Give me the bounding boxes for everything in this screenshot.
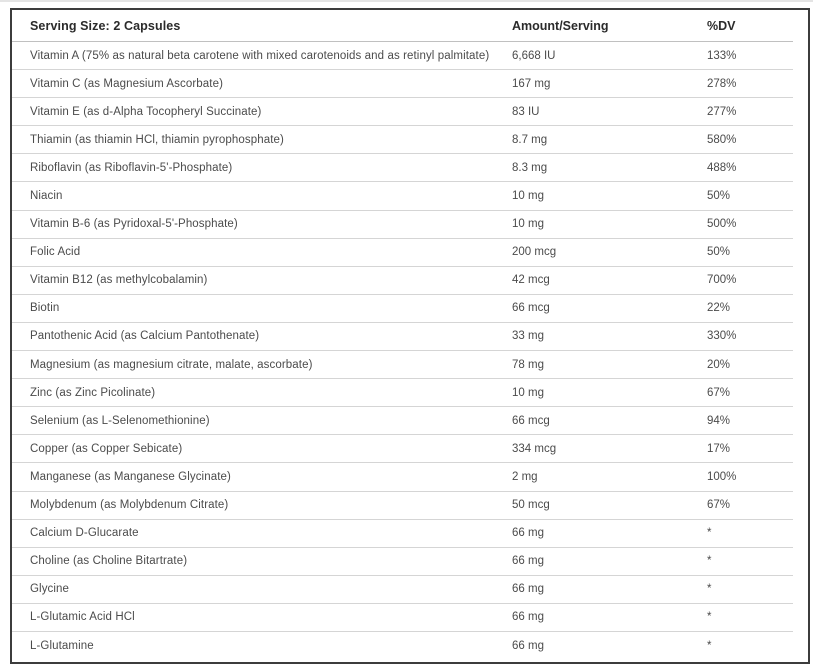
ingredient-name: Vitamin B12 (as methylcobalamin): [30, 274, 208, 287]
ingredient-name: Selenium (as L-Selenomethionine): [30, 414, 210, 427]
table-row: [12, 379, 808, 407]
ingredient-name: Choline (as Choline Bitartrate): [30, 555, 188, 568]
ingredient-name: Zinc (as Zinc Picolinate): [30, 386, 156, 399]
dv-value: 67%: [707, 386, 731, 399]
amount-value: 78 mg: [512, 358, 544, 371]
ingredient-name: Biotin: [30, 302, 60, 315]
table-row: [12, 126, 808, 154]
dv-value: 17%: [707, 442, 731, 455]
amount-value: 66 mcg: [512, 414, 550, 427]
table-row: [12, 70, 808, 98]
dv-value: 278%: [707, 77, 737, 90]
dv-value: 100%: [707, 470, 737, 483]
amount-value: 10 mg: [512, 386, 544, 399]
ingredient-name: L-Glutamine: [30, 639, 94, 652]
ingredient-name: Copper (as Copper Sebicate): [30, 442, 183, 455]
table-row: [12, 323, 808, 351]
ingredient-name: Niacin: [30, 190, 63, 203]
table-row: [12, 42, 808, 70]
amount-value: 167 mg: [512, 77, 551, 90]
dv-value: *: [707, 611, 712, 624]
dv-value: 500%: [707, 218, 737, 231]
dv-value: 50%: [707, 246, 731, 259]
table-row: [12, 492, 808, 520]
dv-value: 700%: [707, 274, 737, 287]
dv-value: 330%: [707, 330, 737, 343]
amount-value: 6,668 IU: [512, 49, 556, 62]
table-row: [12, 435, 808, 463]
table-row: [12, 154, 808, 182]
ingredient-name: Vitamin C (as Magnesium Ascorbate): [30, 77, 224, 90]
ingredient-name: Molybdenum (as Molybdenum Citrate): [30, 499, 229, 512]
amount-value: 10 mg: [512, 190, 544, 203]
table-row: [12, 267, 808, 295]
ingredient-name: Vitamin E (as d-Alpha Tocopheryl Succinate): [30, 105, 262, 118]
dv-value: 133%: [707, 49, 737, 62]
table-body: [12, 42, 808, 659]
amount-serving-header: Amount/Serving: [512, 18, 609, 33]
dv-value: 488%: [707, 161, 737, 174]
table-row: [12, 211, 808, 239]
dv-value: *: [707, 639, 712, 652]
table-row: [12, 351, 808, 379]
dv-value: 50%: [707, 190, 731, 203]
amount-value: 83 IU: [512, 105, 540, 118]
table-row: [12, 239, 808, 267]
ingredient-name: Thiamin (as thiamin HCl, thiamin pyrophosphate): [30, 133, 284, 146]
ingredient-name: Vitamin A (75% as natural beta carotene with mixed carotenoids and as retinyl palmitate): [30, 49, 490, 62]
ingredient-name: Vitamin B-6 (as Pyridoxal-5'-Phosphate): [30, 218, 238, 231]
amount-value: 66 mg: [512, 527, 544, 540]
amount-value: 8.3 mg: [512, 161, 548, 174]
amount-value: 66 mcg: [512, 302, 550, 315]
dv-value: 22%: [707, 302, 731, 315]
ingredient-name: Folic Acid: [30, 246, 81, 259]
table-row: [12, 295, 808, 323]
amount-value: 200 mcg: [512, 246, 557, 259]
amount-value: 66 mg: [512, 555, 544, 568]
ingredient-name: Calcium D-Glucarate: [30, 527, 139, 540]
amount-value: 2 mg: [512, 470, 538, 483]
dv-value: 277%: [707, 105, 737, 118]
amount-value: 66 mg: [512, 611, 544, 624]
table-row: [12, 576, 808, 604]
table-header-row: [12, 10, 808, 42]
dv-value: 94%: [707, 414, 731, 427]
ingredient-name: Manganese (as Manganese Glycinate): [30, 470, 231, 483]
dv-value: 20%: [707, 358, 731, 371]
amount-value: 42 mcg: [512, 274, 550, 287]
amount-value: 50 mcg: [512, 499, 550, 512]
dv-header: %DV: [707, 18, 736, 33]
amount-value: 10 mg: [512, 218, 544, 231]
table-row: [12, 182, 808, 210]
table-row: [12, 632, 808, 659]
ingredient-name: L-Glutamic Acid HCl: [30, 611, 135, 624]
dv-value: *: [707, 527, 712, 540]
ingredient-name: Pantothenic Acid (as Calcium Pantothenate): [30, 330, 260, 343]
page-top-strip: [0, 0, 813, 2]
table-row: [12, 548, 808, 576]
dv-value: 580%: [707, 133, 737, 146]
dv-value: 67%: [707, 499, 731, 512]
table-row: [12, 520, 808, 548]
table-row: [12, 604, 808, 632]
dv-value: *: [707, 583, 712, 596]
table-row: [12, 407, 808, 435]
amount-value: 66 mg: [512, 639, 544, 652]
amount-value: 334 mcg: [512, 442, 557, 455]
ingredient-name: Riboflavin (as Riboflavin-5'-Phosphate): [30, 161, 233, 174]
table-row: [12, 463, 808, 491]
table-row: [12, 98, 808, 126]
supplement-facts-table: [10, 8, 810, 664]
amount-value: 8.7 mg: [512, 133, 548, 146]
ingredient-name: Magnesium (as magnesium citrate, malate, ascorbate): [30, 358, 313, 371]
dv-value: *: [707, 555, 712, 568]
serving-size-header: Serving Size: 2 Capsules: [30, 18, 181, 33]
amount-value: 66 mg: [512, 583, 544, 596]
ingredient-name: Glycine: [30, 583, 70, 596]
amount-value: 33 mg: [512, 330, 544, 343]
